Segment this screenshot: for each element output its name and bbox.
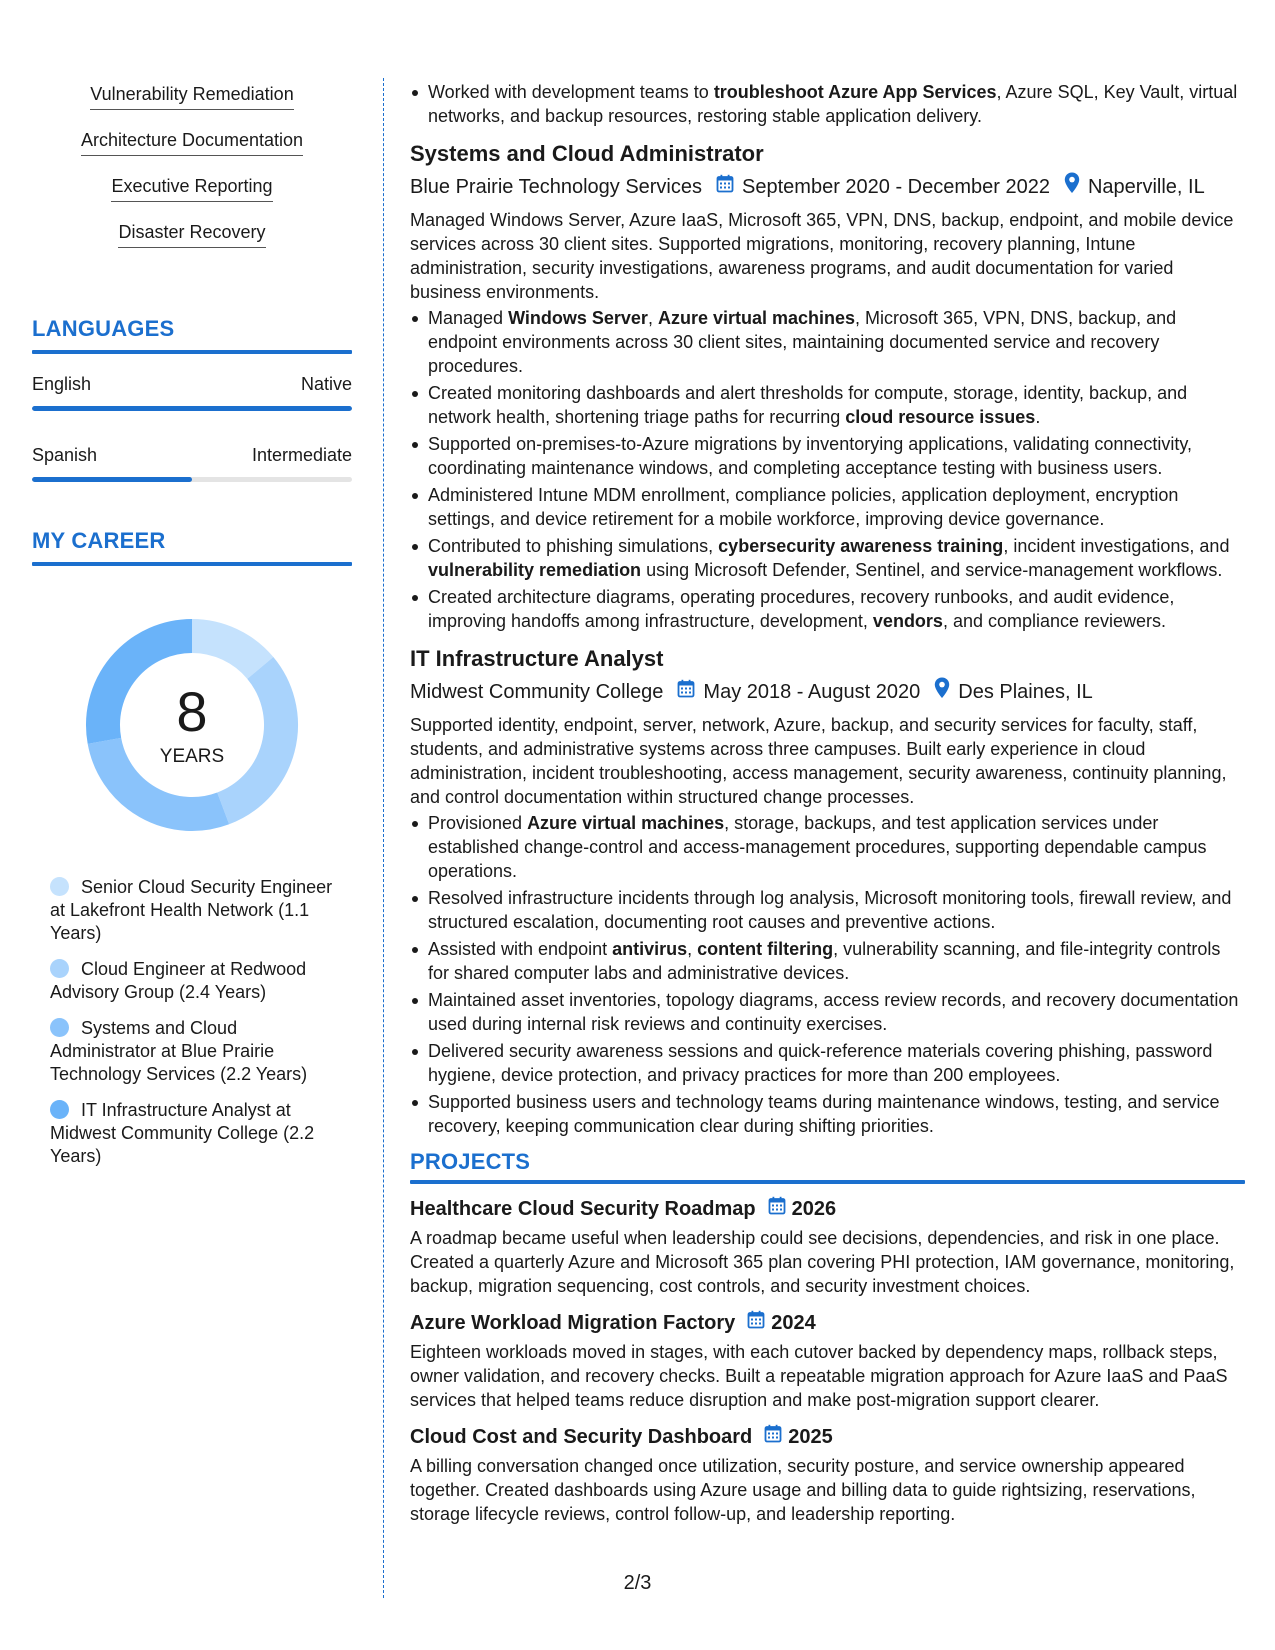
job-summary: Managed Windows Server, Azure IaaS, Microsoft 365, VPN, DNS, backup, endpoint, and mobile device services across 30 client sites. Supported migrations, monitoring, recovery planning, Intune administration, security investigations, awareness programs, and audit documentation for varied business environments.: [410, 210, 1234, 302]
text-run: Managed: [428, 308, 509, 328]
donut-center: [77, 610, 307, 840]
bullet-item: [410, 811, 1245, 883]
bullet-item: [410, 381, 1245, 429]
job-dates: September 2020 - December 2022: [742, 176, 1050, 198]
text-run: Created architecture diagrams, operating procedures, recovery runbooks, and audit evidence, improving handoffs among infrastructure, development,: [428, 587, 1175, 631]
bullet-item: [410, 886, 1245, 934]
language-level-fill: [32, 477, 192, 482]
project-name: Azure Workload Migration Factory: [410, 1312, 736, 1334]
skill-tag: Architecture Documentation: [81, 128, 303, 156]
career-rule: [32, 562, 352, 566]
text-run: .: [1035, 407, 1041, 427]
text-run: Delivered security awareness sessions and quick-reference materials covering phishing, password hygiene, device protection, and privacy practices for more than 200 employees.: [428, 1041, 1213, 1085]
bullet-item: [410, 1039, 1245, 1087]
bold-keyword: content filtering: [697, 939, 834, 959]
project-description: A roadmap became useful when leadership could see decisions, dependencies, and risk in one place. Created a quarterly Azure and Microsoft 365 plan covering PHI protection, IAM governance, monitoring, backup, migration sequencing, cost controls, and security investment choices.: [410, 1228, 1235, 1296]
text-run: Contributed to phishing simulations,: [428, 536, 719, 556]
text-run: Supported business users and technology teams during maintenance windows, testing, and service recovery, keeping communication clear during shifting priorities.: [428, 1092, 1220, 1136]
location-pin-icon: [934, 677, 950, 707]
bullet-item: [410, 432, 1245, 480]
career-years-unit: YEARS: [159, 746, 225, 767]
bold-keyword: antivirus: [612, 939, 688, 959]
project-title: [410, 1424, 1245, 1450]
previous-job-bullets: [410, 80, 1245, 128]
language-row: [32, 443, 352, 467]
legend-dot-icon: [50, 1018, 69, 1037]
bold-keyword: Azure virtual machines: [527, 813, 725, 833]
project-description: A billing conversation changed once utilization, security posture, and service ownership appeared together. Created dashboards using Azure usage and billing data to guide rightsizing, reservations, storage lifecycle reviews, control follow-up, and leadership reporting.: [410, 1456, 1196, 1524]
language-level-bar: [32, 406, 352, 411]
bold-keyword: vulnerability remediation: [428, 560, 642, 580]
text-run: , Microsoft 365, VPN, DNS, backup, and endpoint environments across 30 client sites, maintaining documented service and recovery procedures.: [428, 308, 1177, 376]
column-divider: [383, 78, 384, 1598]
left-column: [32, 82, 352, 1181]
bold-keyword: troubleshoot Azure App Services: [713, 82, 997, 102]
language-name: Spanish: [32, 445, 98, 465]
text-run: , Azure SQL, Key Vault, virtual networks, and backup resources, restoring stable application delivery.: [428, 82, 1238, 126]
job-summary: Supported identity, endpoint, server, network, Azure, backup, and security services for faculty, staff, students, and administrative systems across three campuses. Built early experience in cloud administration, incident troubleshooting, access management, security awareness, continuity planning, and control documentation within structured change processes.: [410, 715, 1227, 807]
languages-section: [32, 316, 352, 482]
project-name: Cloud Cost and Security Dashboard: [410, 1426, 753, 1448]
career-legend-label: Cloud Engineer at Redwood Advisory Group (2.4 Years): [50, 959, 307, 1002]
job-bullets: [410, 811, 1245, 1138]
skill-tag: Executive Reporting: [111, 174, 272, 202]
bullet-item: [410, 1090, 1245, 1138]
languages-rule: [32, 350, 352, 354]
skills-list: [32, 82, 352, 266]
legend-dot-icon: [50, 959, 69, 978]
career-donut-chart: [77, 610, 307, 840]
projects-section: [410, 1150, 1245, 1526]
text-run: Resolved infrastructure incidents through log analysis, Microsoft monitoring tools, firewall review, and structured escalation, documenting root causes and preventive actions.: [428, 888, 1232, 932]
bullet-item: [410, 988, 1245, 1036]
job-company: Midwest Community College: [410, 681, 664, 703]
text-run: using Microsoft Defender, Sentinel, and service-management workflows.: [641, 560, 1223, 580]
bold-keyword: vendors: [872, 611, 943, 631]
calendar-icon: [716, 173, 734, 201]
job-company: Blue Prairie Technology Services: [410, 176, 703, 198]
project-description: Eighteen workloads moved in stages, with each cutover backed by dependency maps, rollback steps, owner validation, and recovery checks. Built a repeatable migration approach for Azure IaaS and PaaS services that helped teams reduce disruption and make post-migration support clearer.: [410, 1342, 1228, 1410]
bullet-item: [410, 483, 1245, 531]
career-legend-label: Systems and Cloud Administrator at Blue Prairie Technology Services (2.2 Years): [50, 1018, 308, 1084]
page-number: 2/3: [623, 1572, 652, 1594]
career-section: [32, 528, 352, 1168]
project-title: [410, 1196, 1245, 1222]
legend-dot-icon: [50, 877, 69, 896]
job-entry: [410, 140, 1245, 633]
projects-title: PROJECTS: [410, 1149, 531, 1174]
text-run: Provisioned: [428, 813, 528, 833]
bold-keyword: cybersecurity awareness training: [718, 536, 1004, 556]
text-run: Maintained asset inventories, topology diagrams, access review records, and recovery documentation used during internal risk reviews and continuity exercises.: [428, 990, 1239, 1034]
skill-tag: Disaster Recovery: [118, 220, 265, 248]
text-run: , and compliance reviewers.: [942, 611, 1167, 631]
projects-rule: [410, 1180, 1245, 1184]
text-run: ,: [687, 939, 698, 959]
career-total-years: 8: [176, 680, 208, 743]
bullet-item: [410, 306, 1245, 378]
bullet-item: [410, 585, 1245, 633]
project-entry: [410, 1424, 1245, 1526]
career-legend-item: [50, 1099, 346, 1168]
calendar-icon: [747, 1310, 765, 1336]
project-entry: [410, 1196, 1245, 1298]
calendar-icon: [768, 1196, 786, 1222]
career-legend-label: IT Infrastructure Analyst at Midwest Community College (2.2 Years): [50, 1100, 315, 1166]
job-entry: [410, 645, 1245, 1138]
job-title: Systems and Cloud Administrator: [410, 141, 764, 166]
location-pin-icon: [1064, 172, 1080, 202]
career-legend-item: [50, 1017, 346, 1086]
job-location: Naperville, IL: [1087, 176, 1205, 198]
text-run: Worked with development teams to: [428, 82, 714, 102]
text-run: , storage, backups, and test application services under established change-control and access-management procedures, supporting dependable campus operations.: [428, 813, 1207, 881]
career-legend-item: [50, 958, 346, 1004]
text-run: , vulnerability scanning, and file-integrity controls for shared computer labs and administrative devices.: [428, 939, 1221, 983]
career-legend-label: Senior Cloud Security Engineer at Lakefront Health Network (1.1 Years): [50, 877, 333, 943]
legend-dot-icon: [50, 1100, 69, 1119]
calendar-icon: [764, 1424, 782, 1450]
text-run: Created monitoring dashboards and alert thresholds for compute, storage, identity, backup, and network health, shortening triage paths for recurring: [428, 383, 1188, 427]
right-column: [410, 80, 1245, 1526]
project-entry: [410, 1310, 1245, 1412]
career-legend-item: [50, 876, 346, 945]
language-level: Native: [300, 374, 352, 394]
project-year: 2024: [771, 1312, 816, 1334]
text-run: Administered Intune MDM enrollment, compliance policies, application deployment, encryption settings, and device retirement for a mobile workforce, improving device governance.: [428, 485, 1179, 529]
calendar-icon: [677, 678, 695, 706]
job-meta: [410, 677, 1245, 707]
job-bullets: [410, 306, 1245, 633]
bold-keyword: Windows Server: [508, 308, 648, 328]
skill-tag: Vulnerability Remediation: [90, 82, 293, 110]
career-legend: [32, 876, 352, 1168]
text-run: ,: [647, 308, 658, 328]
project-year: 2025: [788, 1426, 833, 1448]
language-name: English: [32, 374, 92, 394]
experience-list: [410, 140, 1245, 1138]
language-level-bar: [32, 477, 352, 482]
job-meta: [410, 172, 1245, 202]
language-level: Intermediate: [251, 445, 352, 465]
career-title: MY CAREER: [32, 528, 166, 553]
bold-keyword: Azure virtual machines: [657, 308, 856, 328]
bullet-item: [410, 937, 1245, 985]
bullet-item: [410, 534, 1245, 582]
languages-list: [32, 372, 352, 482]
language-level-fill: [32, 406, 352, 411]
bold-keyword: cloud resource issues: [845, 407, 1036, 427]
job-location: Des Plaines, IL: [958, 681, 1093, 703]
text-run: Assisted with endpoint: [428, 939, 613, 959]
language-row: [32, 372, 352, 396]
project-year: 2026: [791, 1198, 837, 1220]
projects-list: [410, 1196, 1245, 1526]
languages-title: LANGUAGES: [32, 316, 175, 341]
project-title: [410, 1310, 1245, 1336]
bullet-item: [410, 80, 1245, 128]
job-title: IT Infrastructure Analyst: [410, 646, 664, 671]
project-name: Healthcare Cloud Security Roadmap: [410, 1198, 756, 1220]
text-run: Supported on-premises-to-Azure migrations by inventorying applications, validating connectivity, coordinating maintenance windows, and completing acceptance testing with business users.: [428, 434, 1193, 478]
text-run: , incident investigations, and: [1003, 536, 1230, 556]
job-dates: May 2018 - August 2020: [703, 681, 921, 703]
